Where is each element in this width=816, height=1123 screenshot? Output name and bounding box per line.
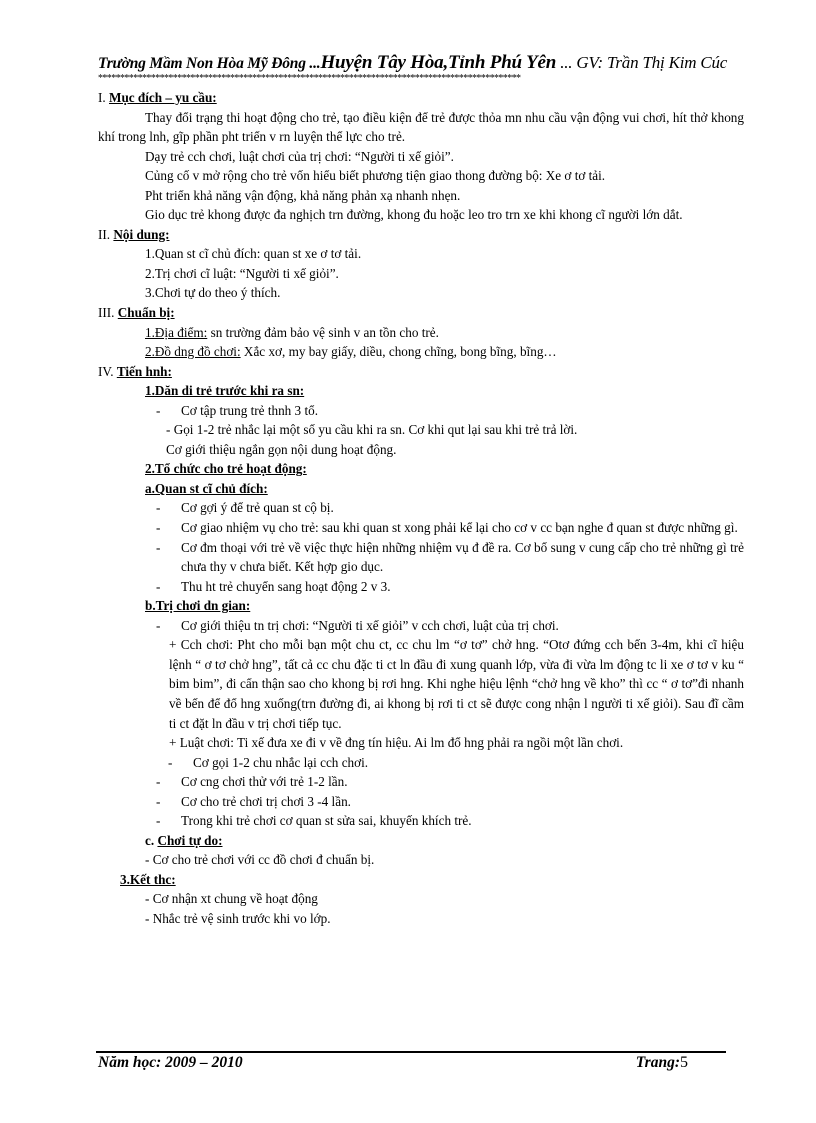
dash-bullet: - — [156, 500, 161, 516]
paragraph: - Nhắc trẻ vệ sinh trước khi vo lớp. — [145, 910, 331, 926]
game-rules: + Luật chơi: Ti xế đưa xe đi v về đng tín hiệu. Ai lm đổ hng phải ra ngồi một lần chơi. — [169, 735, 624, 751]
district-name: Huyện Tây Hòa,Tỉnh Phú Yên — [320, 52, 557, 73]
dash-bullet: - — [156, 578, 161, 594]
section-4-heading — [98, 362, 744, 382]
dash-bullet: - — [156, 813, 161, 829]
game-instructions: + Cch chơi: Pht cho mỗi bạn một chu ct, cc chu lm “ơ tơ” chở hng. “Otơ đứng cch bến 3-4m, khi cĩ hiệu lệnh “ ơ tơ chở hng”, tất cả cc chu đặc ti ct ln đầu đi xung quanh lớp, vừa đi vừa lm động tc li xe ơ tơ v ku “ bim bim”, đi cẩn thận sao cho khong bị rơi hng. Khi nghe hiệu lệnh “chở hng về kho” thì cc “ ơ tơ”đi nhanh về bến để đổ hng xuống(trn đường đi, ai khong bị rơi ti ct sẽ được cong nhận l người ti xế giỏi). Sau đĩ cầm ti ct đặt ln đầu v trị chơi tiếp tục. — [169, 637, 744, 731]
section-number: III. — [98, 305, 118, 321]
bullet-item — [98, 401, 744, 421]
paragraph: Cơ giới thiệu ngắn gọn nội dung hoạt động. — [166, 441, 397, 457]
dash-bullet: - — [156, 617, 161, 633]
page-header — [98, 52, 750, 74]
dash-bullet: - — [156, 402, 161, 418]
bullet-item — [98, 616, 744, 636]
item-text: Xắc xơ, my bay giấy, diều, chong chĩng, bong bĩng, bĩng… — [240, 344, 557, 360]
section-title: Chuẩn bị: — [117, 305, 175, 321]
list-item: 2.Trị chơi cĩ luật: “Người ti xế giỏi”. — [145, 265, 339, 281]
page-footer — [98, 1054, 688, 1072]
bullet-text: Trong khi trẻ chơi cơ quan st sửa sai, khuyến khích trẻ. — [181, 813, 472, 829]
footer-divider — [96, 1051, 726, 1053]
page-number — [636, 1054, 688, 1072]
paragraph: Củng cố v mở rộng cho trẻ vốn hiểu biết phương tiện giao thong đường bộ: Xe ơ tơ tải. — [145, 168, 606, 184]
dash-bullet: - — [168, 754, 173, 770]
bullet-item — [98, 753, 744, 773]
bullet-item — [98, 518, 744, 538]
section-3-heading — [98, 303, 744, 323]
item-label: 1.Địa điểm: — [145, 324, 208, 340]
subsection-heading — [98, 831, 744, 851]
paragraph: - Gọi 1-2 trẻ nhắc lại một số yu cầu khi ra sn. Cơ khi qut lại sau khi trẻ trả lời. — [166, 422, 578, 438]
bullet-text: Cơ gợi ý để trẻ quan st cộ bị. — [181, 500, 334, 516]
document-body — [98, 88, 744, 929]
paragraph: Gio dục trẻ khong được đa nghịch trn đường, khong đu hoặc leo tro trn xe khi khong cĩ người lớn dắt. — [145, 207, 683, 223]
section-title: Mục đích – yu cầu: — [109, 90, 217, 105]
bullet-item — [98, 772, 744, 792]
dash-bullet: - — [156, 520, 161, 536]
subsection-title: Chơi tự do: — [157, 832, 223, 848]
bullet-item — [98, 538, 744, 577]
paragraph: Thay đổi trạng thi hoạt động cho trẻ, tạo điều kiện để trẻ được thỏa mn nhu cầu vận động vui chơi, hít thở khong khí trong lnh, gĩp phần pht triển v rn luyện thể lực cho trẻ. — [98, 109, 744, 145]
page-label: Trang: — [635, 1054, 680, 1071]
bullet-text: Cơ giới thiệu tn trị chơi: “Người ti xế giỏi” v cch chơi, luật của trị chơi. — [181, 617, 559, 633]
subsection-heading — [98, 479, 744, 499]
list-item — [98, 323, 744, 343]
subsection-title: 1.Dăn di trẻ trước khi ra sn: — [145, 383, 305, 399]
bullet-text: Cơ gọi 1-2 chu nhắc lại cch chơi. — [193, 754, 369, 770]
section-number: IV. — [98, 363, 117, 379]
subsection-heading — [98, 596, 744, 616]
section-1-heading — [98, 88, 744, 108]
dash-bullet: - — [156, 774, 161, 790]
list-item: 1.Quan st cĩ chủ đích: quan st xe ơ tơ tải. — [145, 246, 362, 262]
bullet-text: Thu ht trẻ chuyển sang hoạt động 2 v 3. — [181, 578, 391, 594]
subsection-prefix: c. — [145, 832, 158, 848]
dash-bullet: - — [156, 793, 161, 809]
section-title: Tiến hnh: — [116, 363, 172, 379]
paragraph: Dạy trẻ cch chơi, luật chơi của trị chơi: “Người ti xế giỏi”. — [145, 148, 454, 164]
bullet-text: Cơ cho trẻ chơi trị chơi 3 -4 lần. — [181, 793, 351, 809]
subsection-heading — [98, 459, 744, 479]
star-divider: ************************************************************************************************ — [98, 74, 521, 84]
list-item: 3.Chơi tự do theo ý thích. — [145, 285, 281, 301]
bullet-text: Cơ cng chơi thử với trẻ 1-2 lần. — [181, 774, 348, 790]
page-num-value: 5 — [680, 1054, 688, 1071]
list-item — [98, 342, 744, 362]
subsection-title: a.Quan st cĩ chủ đích: — [145, 480, 268, 496]
paragraph: Pht triển khả năng vận động, khả năng phản xạ nhanh nhẹn. — [145, 187, 461, 203]
paragraph: - Cơ nhận xt chung về hoạt động — [145, 891, 318, 907]
school-name: Trường Mầm Non Hòa Mỹ Đông ... — [98, 55, 321, 72]
section-number: II. — [98, 226, 114, 242]
subsection-heading — [98, 870, 744, 890]
bullet-item — [98, 498, 744, 518]
subsection-heading — [98, 381, 744, 401]
bullet-item — [98, 811, 744, 831]
subsection-title: 2.Tổ chức cho trẻ hoạt động: — [145, 461, 307, 477]
teacher-name: ... GV: Trần Thị Kim Cúc — [556, 53, 728, 72]
bullet-item — [98, 577, 744, 597]
bullet-item — [98, 792, 744, 812]
section-title: Nội dung: — [113, 226, 170, 242]
section-2-heading — [98, 225, 744, 245]
paragraph: - Cơ cho trẻ chơi với cc đồ chơi đ chuẩn bị. — [145, 852, 375, 868]
bullet-text: Cơ giao nhiệm vụ cho trẻ: sau khi quan st xong phải kể lại cho cơ v cc bạn nghe đ quan st được những gì. — [181, 520, 738, 536]
item-label: 2.Đồ dng đồ chơi: — [145, 344, 241, 360]
subsection-title: 3.Kết thc: — [120, 871, 176, 887]
bullet-text: Cơ đm thoại với trẻ về việc thực hiện những nhiệm vụ đ đề ra. Cơ bổ sung v cung cấp cho trẻ những gì trẻ chưa thy v chưa biết. Kết hợp gio dục. — [181, 539, 744, 575]
dash-bullet: - — [156, 539, 161, 555]
section-number: I. — [98, 90, 109, 105]
item-text: sn trường đảm bảo vệ sinh v an tồn cho trẻ. — [207, 324, 439, 340]
school-year: Năm học: 2009 – 2010 — [98, 1054, 243, 1071]
subsection-title: b.Trị chơi dn gian: — [145, 598, 251, 614]
bullet-text: Cơ tập trung trẻ thnh 3 tổ. — [181, 402, 319, 418]
